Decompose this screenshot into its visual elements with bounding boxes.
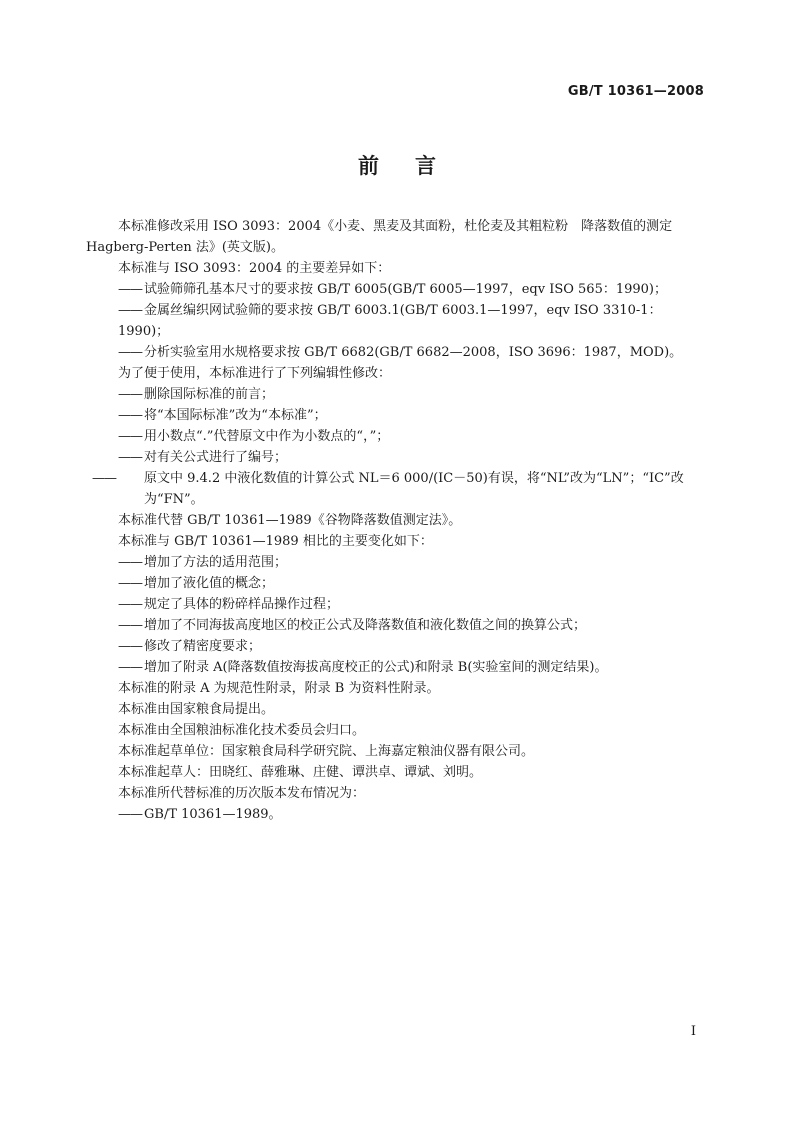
paragraph-drafting-units: 本标准起草单位：国家粮食局科学研究院、上海嘉定粮油仪器有限公司。 (118, 744, 535, 759)
dash-marker: —— (118, 660, 142, 675)
dash-marker: —— (118, 807, 142, 822)
dash-marker: —— (118, 618, 142, 633)
paragraph-under-jurisdiction: 本标准由全国粮油标准化技术委员会归口。 (118, 723, 366, 738)
list-item-editorial: —— 将“本国际标准”改为“本标准”； (118, 405, 708, 426)
paragraph-adoption-line2: Hagberg-Perten 法》(英文版)。 (86, 240, 284, 255)
dash-marker: —— (118, 597, 142, 612)
paragraph-adoption-line1: 本标准修改采用 ISO 3093：2004《小麦、黑麦及其面粉，杜伦麦及其粗粒粉 降落数值的测定 (118, 219, 673, 234)
page-number: I (690, 1024, 696, 1039)
dash-marker: —— (118, 408, 142, 423)
foreword-body (86, 216, 708, 825)
list-item-change: —— 修改了精密度要求； (118, 636, 708, 657)
standard-code: GB/T 10361—2008 (567, 84, 704, 99)
list-item-editorial: —— 删除国际标准的前言； (118, 384, 708, 405)
paragraph-differences-intro: 本标准与 ISO 3093：2004 的主要差异如下： (118, 261, 391, 276)
dash-marker: —— (118, 303, 142, 318)
dash-marker: —— (118, 555, 142, 570)
dash-marker: —— (118, 387, 142, 402)
paragraph-proposed-by: 本标准由国家粮食局提出。 (118, 702, 275, 717)
paragraph-drafters: 本标准起草人：田晓红、薛雅琳、庄健、谭洪卓、谭斌、刘明。 (118, 765, 483, 780)
dash-marker: —— (92, 471, 116, 486)
list-item-change: —— 规定了具体的粉碎样品操作过程； (118, 594, 708, 615)
list-item-history: —— GB/T 10361—1989。 (118, 804, 708, 825)
list-item-change: —— 增加了液化值的概念； (118, 573, 708, 594)
paragraph-changes-intro: 本标准与 GB/T 10361—1989 相比的主要变化如下： (118, 534, 433, 549)
paragraph-history-intro: 本标准所代替标准的历次版本发布情况为： (118, 786, 366, 801)
page-title: 前言 (358, 154, 472, 178)
list-item-change: —— 增加了附录 A(降落数值按海拔高度校正的公式)和附录 B(实验室间的测定结果)。 (118, 657, 708, 678)
paragraph-editorial-intro: 为了便于使用，本标准进行了下列编辑性修改： (118, 366, 392, 381)
list-item-editorial: —— 用小数点“.”代替原文中作为小数点的“，”； (118, 426, 708, 447)
paragraph-adoption (86, 216, 708, 258)
list-item-editorial: —— 对有关公式进行了编号； (118, 447, 708, 468)
dash-marker: —— (118, 450, 142, 465)
list-item-difference: —— 金属丝编织网试验筛的要求按 GB/T 6003.1(GB/T 6003.1—1997，eqv ISO 3310-1：1990)； (118, 300, 708, 342)
list-item-difference: —— 分析实验室用水规格要求按 GB/T 6682(GB/T 6682—2008，ISO 3696：1987，MOD)。 (118, 342, 708, 363)
paragraph-annexes: 本标准的附录 A 为规范性附录，附录 B 为资料性附录。 (118, 681, 440, 696)
dash-marker: —— (118, 282, 142, 297)
list-item-change: —— 增加了方法的适用范围； (118, 552, 708, 573)
dash-marker: —— (118, 576, 142, 591)
list-item-difference: —— 试验筛筛孔基本尺寸的要求按 GB/T 6005(GB/T 6005—1997，eqv ISO 565：1990)； (118, 279, 708, 300)
dash-marker: —— (118, 429, 142, 444)
dash-marker: —— (118, 345, 142, 360)
list-item-editorial-formula: —— 原文中 9.4.2 中液化数值的计算公式 NL＝6 000/(IC－50)有误，将“NL”改为“LN”；“IC”改 为“FN”。 (118, 468, 708, 510)
list-item-change: —— 增加了不同海拔高度地区的校正公式及降落数值和液化数值之间的换算公式； (118, 615, 708, 636)
paragraph-replaces: 本标准代替 GB/T 10361—1989《谷物降落数值测定法》。 (118, 513, 462, 528)
dash-marker: —— (118, 639, 142, 654)
